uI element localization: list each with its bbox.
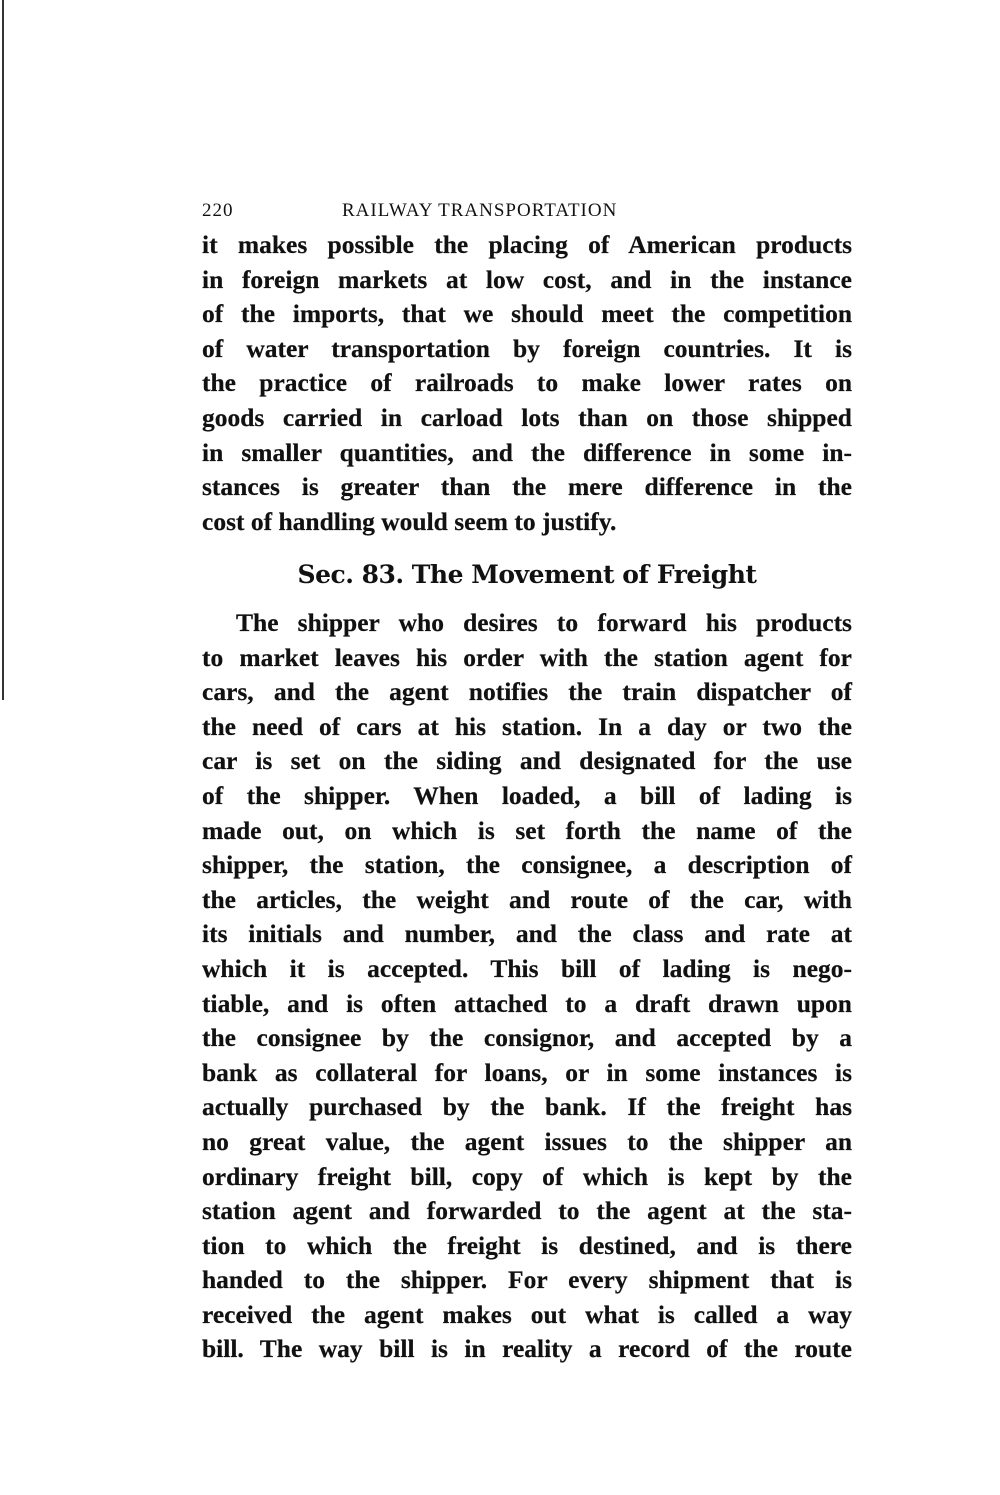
text-line: handed to the shipper. For every shipment that is [202,1265,852,1295]
page-edge-line [2,0,4,700]
text-line: bank as collateral for loans, or in some instances is [202,1057,852,1087]
text-line: cars, and the agent notifies the train dispatcher of [202,677,852,707]
text-line: tion to which the freight is destined, and is there [202,1230,852,1260]
text-line: shipper, the station, the consignee, a description of [202,850,852,880]
text-line: which it is accepted. This bill of lading is nego- [202,953,852,983]
section-heading: Sec. 83. The Movement of Freight [297,560,757,589]
text-line: of the shipper. When loaded, a bill of lading is [202,780,852,810]
text-line: the consignee by the consignor, and accepted by a [202,1023,852,1053]
running-header [202,200,852,226]
text-line: the practice of railroads to make lower rates on [202,368,852,398]
text-line: station agent and forwarded to the agent at the sta- [202,1196,852,1226]
text-line: to market leaves his order with the station agent for [202,642,852,672]
paragraph-1 [202,228,852,539]
text-line: car is set on the siding and designated for the use [202,746,852,776]
text-line: its initials and number, and the class and rate at [202,919,852,949]
text-line: cost of handling would seem to justify. [202,506,617,536]
text-line: of water transportation by foreign countries. It is [202,333,852,363]
text-line: bill. The way bill is in reality a record of the route [202,1334,852,1364]
text-line: received the agent makes out what is called a way [202,1299,852,1329]
text-line: no great value, the agent issues to the shipper an [202,1126,852,1156]
text-line: The shipper who desires to forward his products [236,608,852,637]
text-line: the articles, the weight and route of the car, with [202,884,852,914]
text-line: it makes possible the placing of American products [202,230,852,259]
text-line: goods carried in carload lots than on those shipped [202,402,852,432]
text-line: of the imports, that we should meet the competition [202,299,852,329]
text-line: the need of cars at his station. In a day or two the [202,711,852,741]
paragraph-2 [202,606,852,1367]
text-line: in foreign markets at low cost, and in the instance [202,264,852,294]
text-line: stances is greater than the mere difference in the [202,472,852,502]
running-title: RAILWAY TRANSPORTATION [342,200,618,221]
text-line: in smaller quantities, and the difference in some in- [202,437,852,467]
text-line: ordinary freight bill, copy of which is kept by the [202,1161,852,1191]
text-line: made out, on which is set forth the name of the [202,815,852,845]
text-line: tiable, and is often attached to a draft drawn upon [202,988,852,1018]
text-line: actually purchased by the bank. If the freight has [202,1092,852,1122]
page-number: 220 [202,200,234,221]
